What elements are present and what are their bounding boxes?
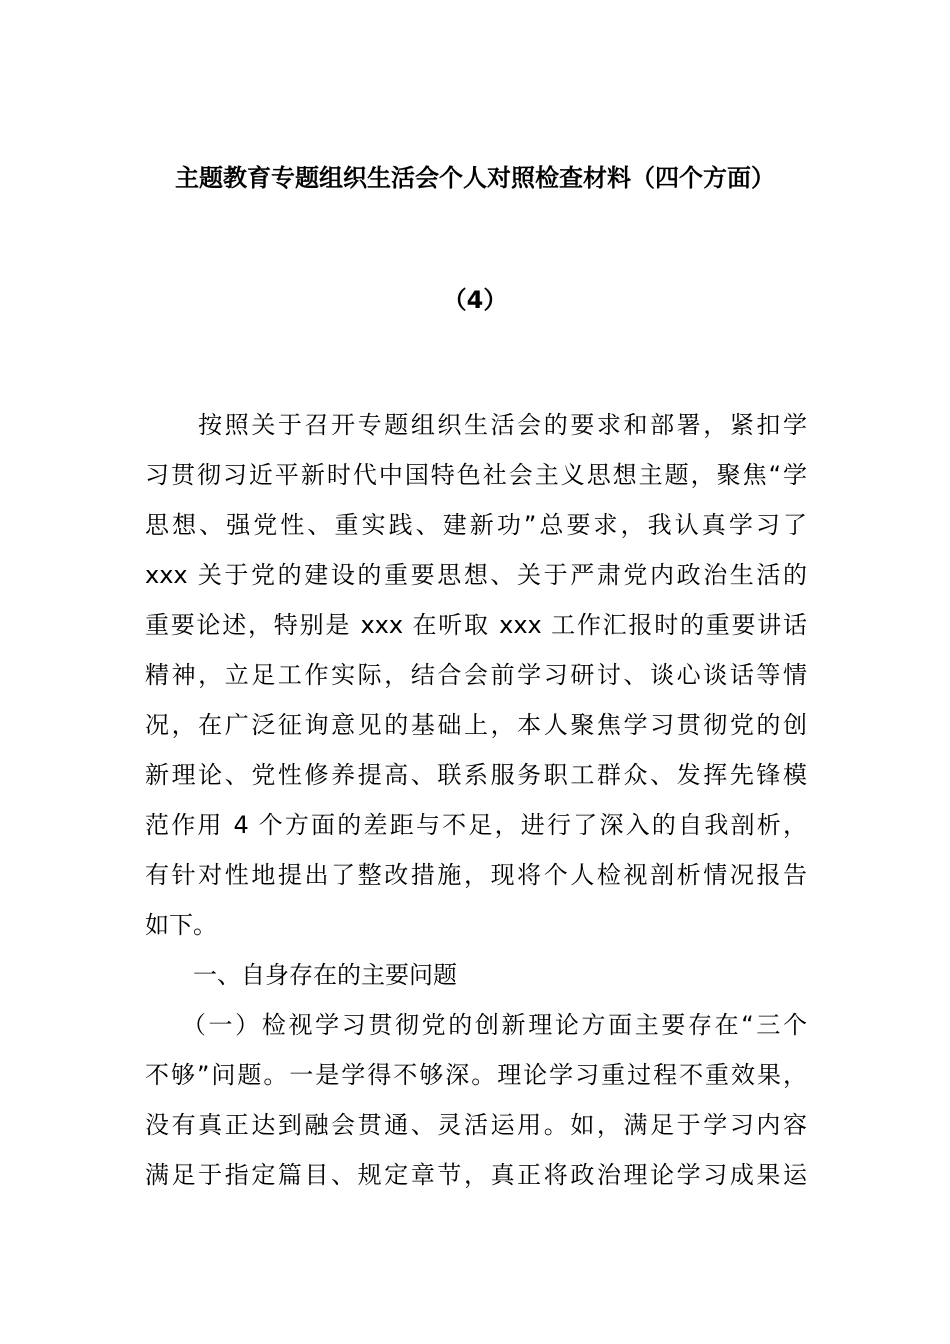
body-line: 重要论述，特别是 xxx 在听取 xxx 工作汇报时的重要讲话 xyxy=(145,611,807,639)
body-line: 没有真正达到融会贯通、灵活运用。如，满足于学习内容 xyxy=(145,1111,807,1139)
body-line: 有针对性地提出了整改措施，现将个人检视剖析情况报告 xyxy=(145,861,807,889)
body-line: 新理论、党性修养提高、联系服务职工群众、发挥先锋模 xyxy=(145,761,807,789)
body-line: 不够”问题。一是学得不够深。理论学习重过程不重效果， xyxy=(145,1061,807,1089)
document-subtitle-number: （4） xyxy=(442,286,508,314)
body-line: 习贯彻习近平新时代中国特色社会主义思想主题，聚焦“学 xyxy=(145,461,807,489)
body-line: 按照关于召开专题组织生活会的要求和部署，紧扣学 xyxy=(145,411,807,439)
body-line: 思想、强党性、重实践、建新功”总要求，我认真学习了 xyxy=(145,511,807,539)
document-body xyxy=(145,400,807,1200)
body-line: 如下。 xyxy=(145,911,217,939)
document-title: 主题教育专题组织生活会个人对照检查材料（四个方面） xyxy=(175,164,775,192)
body-line: 范作用 4 个方面的差距与不足，进行了深入的自我剖析， xyxy=(145,811,807,839)
section-heading: 一、自身存在的主要问题 xyxy=(145,961,457,989)
body-line: xxx 关于党的建设的重要思想、关于严肃党内政治生活的 xyxy=(145,561,807,589)
body-line: 精神，立足工作实际，结合会前学习研讨、谈心谈话等情 xyxy=(145,661,807,689)
body-line: 满足于指定篇目、规定章节，真正将政治理论学习成果运 xyxy=(145,1161,807,1189)
body-line: 况，在广泛征询意见的基础上，本人聚焦学习贯彻党的创 xyxy=(145,711,807,739)
subsection-heading-line: （一）检视学习贯彻党的创新理论方面主要存在“三个 xyxy=(145,1011,807,1039)
